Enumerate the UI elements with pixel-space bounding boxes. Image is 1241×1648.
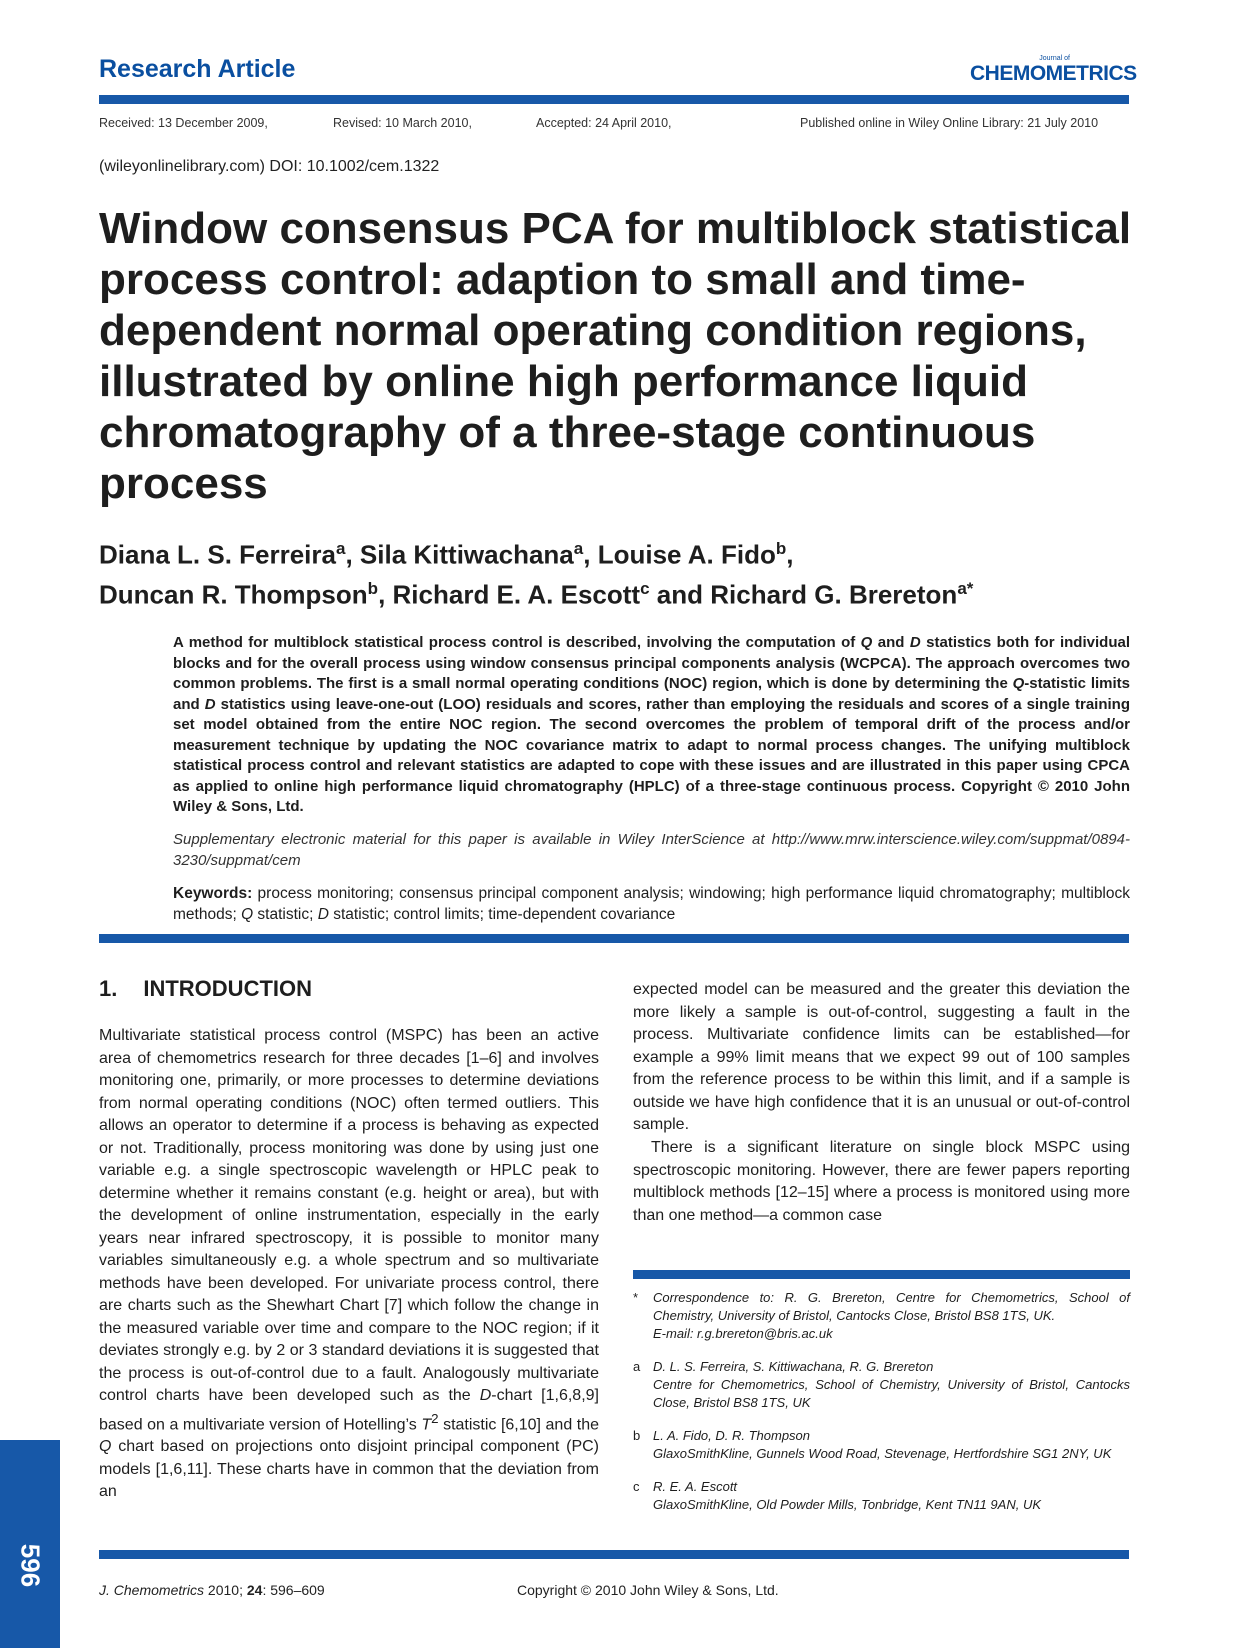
section-title: INTRODUCTION	[143, 976, 313, 1001]
author-affiliation-mark: a	[573, 539, 584, 558]
correspondence-email: E-mail: r.g.brereton@bris.ac.uk	[653, 1326, 833, 1341]
author-name: Sila Kittiwachana	[359, 539, 574, 570]
keywords-symbol-d: D	[317, 906, 329, 923]
affiliation-note-a	[633, 1358, 1130, 1412]
footer-pages: : 596–609	[262, 1582, 325, 1598]
keywords-text: statistic; control limits; time-dependent covariance	[328, 906, 676, 923]
keywords-label: Keywords:	[173, 885, 253, 902]
abstract-text: and	[872, 634, 910, 651]
abstract-text: statistics using leave-one-out (LOO) residuals and scores, rather than employing the residuals and scores of a single training set model obtained from the entire NOC region. The second overcomes the problem of temporal drift of the process and/or measurement technique by updating the NOC covariance matrix to adapt to normal process changes. The unifying multiblock statistical process control and relevant statistics are adapted to cope with these issues and are illustrated in this paper using CPCA as applied to online high performance liquid chromatography (HPLC) of a three-stage continuous process. Copyright © 2010 John Wiley & Sons, Ltd.	[173, 695, 1130, 815]
author-name: Diana L. S. Ferreira	[99, 539, 336, 570]
body-text: Multivariate statistical process control (MSPC) has been an active area of chemometrics research for three decades [1–6] and involves monitoring one, primarily, or more processes to determine deviations from normal operating conditions (NOC) often termed outliers. This allows an operator to determine if a process is behaving as expected or not. Traditionally, process monitoring was done by using just one variable e.g. a single spectroscopic wavelength or HPLC peak to determine whether it remains constant (e.g. height or area), but with the development of online instrumentation, especially in the early years near infrared spectroscopy, it is possible to monitor many variables simultaneously e.g. a whole spectrum and so multivariate methods have been developed. For univariate process control, there are charts such as the Shewhart Chart [7] which follow the change in the measured variable over time and compare to the NOC region; if it deviates strongly e.g. by 2 or 3 standard deviations it is suggested that the process is out-of-control due to a fault. Analogously multivariate control charts have been developed such as the	[99, 1027, 599, 1404]
affiliation-names: D. L. S. Ferreira, S. Kittiwachana, R. G. Brereton	[653, 1359, 934, 1374]
body-superscript: 2	[431, 1410, 439, 1426]
journal-logo-name: CHEMOMETRICS	[970, 62, 1137, 85]
author-affiliation-mark: b	[367, 578, 379, 598]
author-affiliation-mark: c	[640, 578, 650, 598]
body-symbol-d: D	[479, 1387, 492, 1404]
footnote-mark: a	[633, 1359, 641, 1374]
author-affiliation-mark: b	[775, 539, 787, 558]
author-separator: ,	[786, 539, 794, 570]
abstract-symbol-d: D	[909, 634, 921, 651]
footnote-mark: c	[633, 1479, 640, 1494]
intro-right-paragraph-1: expected model can be measured and the greater this deviation the more likely a sample is out-of-control, suggesting a fault in the process. Multivariate confidence limits can be established—for example a 99% limit means that we expect 99 out of 100 samples from the reference process to be within this limit, and if a sample is outside we have high confidence that it is an unusual or out-of-control sample.	[633, 981, 1130, 1133]
body-symbol-t: T	[421, 1415, 432, 1433]
section-heading	[99, 976, 312, 1002]
article-type-label: Research Article	[99, 55, 296, 83]
page-number: 596	[15, 1543, 46, 1588]
footer-divider-bar	[99, 1550, 1129, 1559]
footnote-mark: b	[633, 1428, 641, 1443]
affiliation-address: GlaxoSmithKline, Gunnels Wood Road, Stevenage, Hertfordshire SG1 2NY, UK	[653, 1446, 1112, 1461]
affiliation-names: L. A. Fido, D. R. Thompson	[653, 1428, 811, 1443]
footer-journal: J. Chemometrics	[99, 1582, 205, 1598]
page-number-tab	[0, 1440, 60, 1648]
body-text: chart based on projections onto disjoint principal component (PC) models [1,6,11]. These charts have in common that the deviation from an	[99, 1438, 599, 1501]
body-symbol-q: Q	[99, 1438, 112, 1456]
affiliation-address: GlaxoSmithKline, Old Powder Mills, Tonbridge, Kent TN11 9AN, UK	[653, 1497, 1042, 1512]
journal-logo-small-text: Journal of	[1039, 55, 1070, 62]
abstract-text: statistics both for individual blocks and for the overall process using window consensus principal components analysis (WCPCA). The approach overcomes two common problems. The first is a small normal operating conditions (NOC) region, which is done by determining the	[173, 634, 1130, 692]
intro-right-paragraph-2: There is a significant literature on single block MSPC using spectroscopic monitoring. However, there are fewer papers reporting multiblock methods [12–15] where a process is monitored using more than one method—a common case	[633, 1139, 1130, 1224]
abstract-text: A method for multiblock statistical process control is described, involving the computation of	[173, 634, 861, 651]
section-number: 1.	[99, 976, 118, 1001]
keywords-text: process monitoring; consensus principal component analysis; windowing; high performance liquid chromatography; multiblock methods;	[173, 885, 1130, 923]
footer-volume: 24	[246, 1582, 263, 1598]
abstract-symbol-q: Q	[1012, 675, 1025, 692]
author-affiliation-mark: a	[335, 539, 346, 558]
affiliation-address: Centre for Chemometrics, School of Chemistry, University of Bristol, Cantocks Close, Bristol BS8 1TS, UK	[653, 1377, 1130, 1410]
correspondence-note	[633, 1289, 1130, 1343]
footnote-mark: *	[633, 1290, 639, 1305]
author-name: Richard G. Brereton	[710, 579, 958, 610]
keywords-symbol-q: Q	[241, 906, 254, 923]
body-text: -chart [1,6,8,9] based on a multivariate version of Hotelling’s	[99, 1387, 599, 1433]
article-title: Window consensus PCA for multiblock statistical process control: adaption to small and time-dependent normal operating condition regions, illustrated by online high performance liquid chromatography of a three-stage continuous process	[99, 204, 1132, 508]
received-date: Received: 13 December 2009,	[99, 116, 268, 130]
affiliation-names: R. E. A. Escott	[653, 1479, 738, 1494]
published-date: Published online in Wiley Online Library: 21 July 2010	[800, 116, 1099, 130]
author-separator: ,	[378, 579, 386, 610]
footer-year: 2010;	[204, 1582, 247, 1598]
intro-left-column	[99, 1025, 599, 1504]
author-separator: ,	[345, 539, 353, 570]
accepted-date: Accepted: 24 April 2010,	[536, 116, 672, 130]
author-name: Richard E. A. Escott	[392, 579, 641, 610]
author-name: Louise A. Fido	[597, 539, 776, 570]
top-divider-bar	[99, 95, 1129, 104]
author-separator: ,	[583, 539, 591, 570]
abstract-divider-bar	[99, 934, 1129, 943]
affiliation-note-c	[633, 1478, 1130, 1514]
footer-copyright: Copyright © 2010 John Wiley & Sons, Ltd.	[517, 1582, 779, 1598]
abstract	[173, 633, 1130, 818]
abstract-symbol-d: D	[204, 695, 216, 713]
keywords-text: statistic;	[253, 906, 318, 923]
journal-logo	[970, 55, 1137, 86]
keywords	[173, 883, 1130, 925]
abstract-symbol-q: Q	[860, 634, 873, 651]
doi-line: (wileyonlinelibrary.com) DOI: 10.1002/cem.1322	[99, 158, 440, 175]
correspondence-text: Correspondence to: R. G. Brereton, Centre for Chemometrics, School of Chemistry, University of Bristol, Cantocks Close, Bristol BS8 1TS, UK.	[653, 1290, 1130, 1323]
body-text: statistic [6,10] and the	[438, 1415, 600, 1433]
revised-date: Revised: 10 March 2010,	[333, 116, 472, 130]
author-conjunction: and	[656, 579, 704, 610]
author-name: Duncan R. Thompson	[99, 579, 368, 610]
author-list	[99, 532, 1139, 611]
author-affiliation-mark: a*	[957, 578, 974, 598]
footnote-divider-bar	[633, 1270, 1130, 1279]
abstract-text: -statistic limits and	[173, 675, 1130, 713]
supplementary-note: Supplementary electronic material for this paper is available in Wiley InterScience at http://www.mrw.interscience.wiley.com/suppmat/0894-3230/suppmat/cem	[173, 831, 1130, 869]
footer-citation	[99, 1582, 325, 1598]
affiliation-note-b	[633, 1427, 1130, 1463]
